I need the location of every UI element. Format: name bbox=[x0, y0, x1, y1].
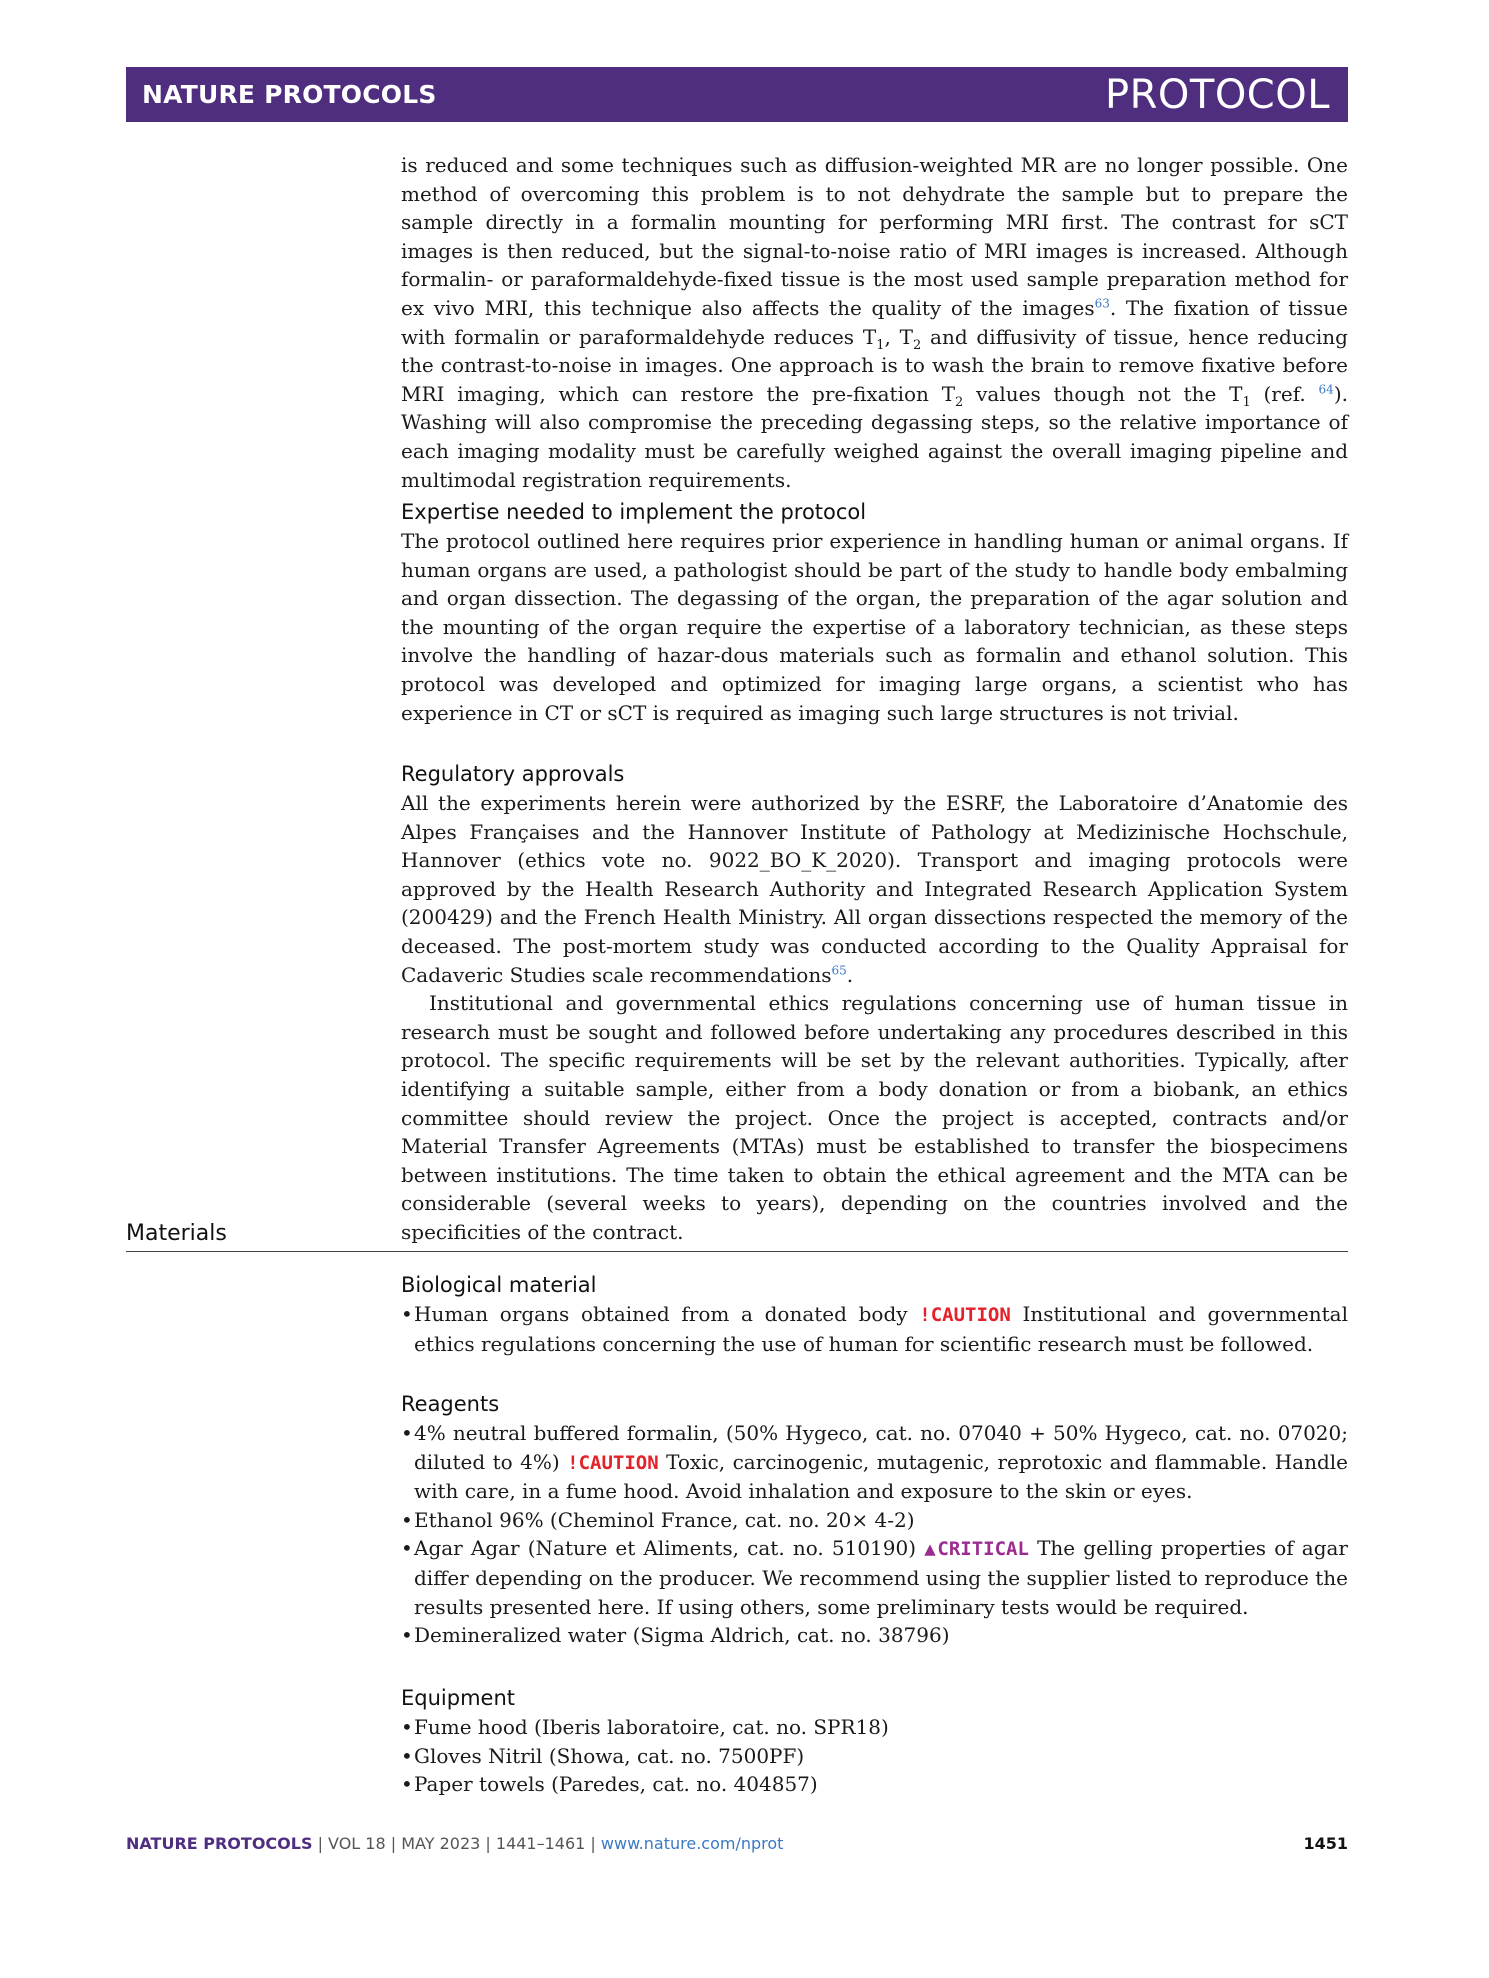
page-footer bbox=[126, 1832, 1348, 1854]
list-item: • Human organs obtained from a donated body !CAUTION Institutional and governmental ethics regulations concerning the use of human for scientific research must be followed. bbox=[401, 1300, 1348, 1358]
list-item: • Gloves Nitril (Showa, cat. no. 7500PF) bbox=[401, 1742, 1348, 1771]
list-item: • 4% neutral buffered formalin, (50% Hygeco, cat. no. 07040 + 50% Hygeco, cat. no. 07020; diluted to 4%) !CAUTION Toxic, carcinogenic, mutagenic, reprotoxic and flammable. Handle with care, in a fume hood. Avoid inhalation and exposure to the skin or eyes. bbox=[401, 1419, 1348, 1506]
citation-link[interactable]: 65 bbox=[831, 962, 847, 977]
intro-paragraph: is reduced and some techniques such as diffusion-weighted MR are no longer possible. One method of overcoming this problem is to not dehydrate the sample but to prepare the sample directly in a formalin mounting for performing MRI first. The contrast for sCT images is then reduced, but the signal-to-noise ratio of MRI images is increased. Although formalin- or paraformaldehyde-fixed tissue is the most used sample preparation method for ex vivo MRI, this technique also affects the quality of the images$^{63}$. The fixation of tissue with formalin or paraformaldehyde reduces $T_1$, $T_2$ and diffusivity of tissue, hence reducing the contrast-to-noise in images. One approach is to wash the brain to remove fixative before MRI imaging, which can restore the pre-fixation $T_2$ values though not the $T_1$ (ref. $^{64}$). Washing will also compromise the preceding degassing steps, so the relative importance of each imaging modality must be carefully weighed against the overall imaging pipeline and multimodal registration requirements. bbox=[401, 153, 1348, 492]
regulatory-heading: Regulatory approvals bbox=[401, 762, 625, 786]
critical-label: ▲CRITICAL bbox=[924, 1538, 1029, 1561]
journal-header-bar bbox=[126, 67, 1348, 122]
journal-url-link[interactable]: www.nature.com/nprot bbox=[600, 1833, 784, 1853]
reagents-section bbox=[401, 1389, 1348, 1650]
biological-material-section bbox=[401, 1270, 1348, 1358]
list-item: • Demineralized water (Sigma Aldrich, cat. no. 38796) bbox=[401, 1621, 1348, 1650]
caution-label: !CAUTION bbox=[567, 1451, 659, 1474]
equipment-heading: Equipment bbox=[401, 1686, 515, 1710]
regulatory-section bbox=[401, 759, 1348, 1247]
biological-material-heading: Biological material bbox=[401, 1273, 597, 1297]
list-item: • Agar Agar (Nature et Aliments, cat. no. 510190) ▲CRITICAL The gelling properties of agar differ depending on the producer. We recommend using the supplier listed to reproduce the results presented here. If using others, some preliminary tests would be required. bbox=[401, 1534, 1348, 1621]
citation-link[interactable]: 63 bbox=[1094, 296, 1110, 311]
reagents-heading: Reagents bbox=[401, 1392, 500, 1416]
regulatory-paragraph-2: Institutional and governmental ethics regulations concerning use of human tissue in research must be sought and followed before undertaking any procedures described in this protocol. The specific requirements will be set by the relevant authorities. Typically, after identifying a suitable sample, either from a body donation or from a biobank, an ethics committee should review the project. Once the project is accepted, contracts and/or Material Transfer Agreements (MTAs) must be established to transfer the biospecimens between institutions. The time taken to obtain the ethical agreement and the MTA can be considerable (several weeks to years), depending on the countries involved and the specificities of the contract. bbox=[401, 991, 1348, 1244]
footer-pages: 1441–1461 bbox=[495, 1833, 586, 1853]
expertise-section bbox=[401, 497, 1348, 727]
article-type: PROTOCOL bbox=[1104, 71, 1330, 118]
expertise-paragraph: The protocol outlined here requires prior experience in handling human or animal organs. If human organs are used, a pathologist should be part of the study to handle body embalming and organ dissection. The degassing of the organ, the preparation of the agar solution and the mounting of the organ require the expertise of a laboratory technician, as these steps involve the handling of hazar-dous materials such as formalin and ethanol solution. This protocol was developed and optimized for imaging large organs, a scientist who has experience in CT or sCT is required as imaging such large structures is not trivial. bbox=[401, 529, 1348, 725]
citation-link[interactable]: 64 bbox=[1318, 382, 1334, 397]
caution-label: !CAUTION bbox=[919, 1304, 1011, 1326]
footer-volume: VOL 18 bbox=[328, 1833, 386, 1853]
list-item: • Ethanol 96% (Cheminol France, cat. no. 20× 4-2) bbox=[401, 1506, 1348, 1535]
regulatory-paragraph-1: All the experiments herein were authorized by the ESRF, the Laboratoire d’Anatomie des Alpes Françaises and the Hannover Institute of Pathology at Medizinische Hochschule, Hannover (ethics vote no. 9022_BO_K_2020). Transport and imaging protocols were approved by the Health Research Authority and Integrated Research Application System (200429) and the French Health Ministry. All organ dissections respected the memory of the deceased. The post-mortem study was conducted according to the Quality Appraisal for Cadaveric Studies scale recommendations$^{65}$. bbox=[401, 791, 1348, 987]
list-item: • Paper towels (Paredes, cat. no. 404857) bbox=[401, 1770, 1348, 1799]
footer-date: MAY 2023 bbox=[401, 1833, 481, 1853]
page-number: 1451 bbox=[1303, 1833, 1348, 1853]
materials-section-heading: Materials bbox=[126, 1221, 1348, 1252]
footer-journal: NATURE PROTOCOLS bbox=[126, 1833, 313, 1853]
footer-citation: NATURE PROTOCOLS | VOL 18 | MAY 2023 | 1441–1461 | www.nature.com/nprot bbox=[126, 1833, 784, 1853]
equipment-section bbox=[401, 1683, 1348, 1799]
journal-name: NATURE PROTOCOLS bbox=[142, 80, 437, 109]
intro-section bbox=[401, 151, 1348, 494]
expertise-heading: Expertise needed to implement the protocol bbox=[401, 500, 867, 524]
list-item: • Fume hood (Iberis laboratoire, cat. no. SPR18) bbox=[401, 1713, 1348, 1742]
